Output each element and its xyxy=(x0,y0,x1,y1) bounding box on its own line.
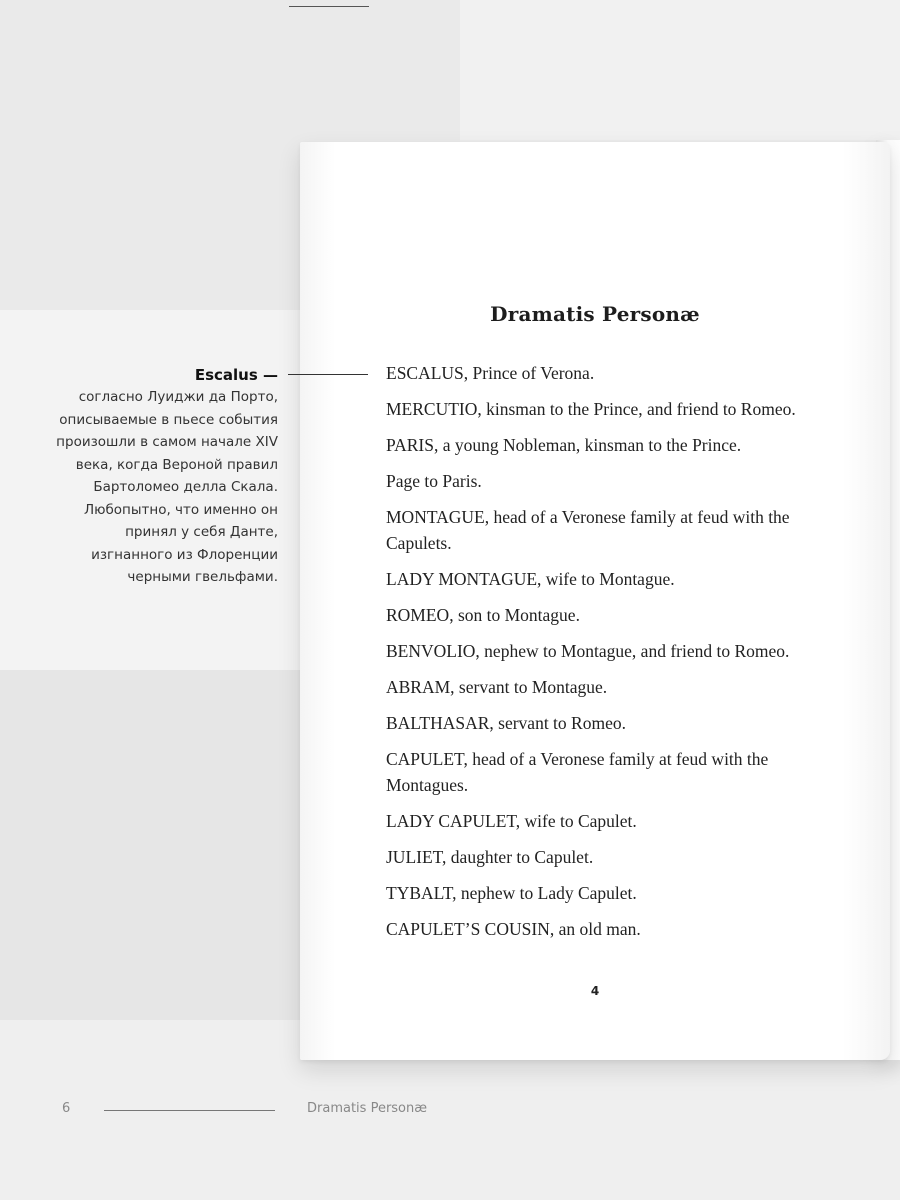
cast-entry: CAPULET’S COUSIN, an old man. xyxy=(386,919,641,939)
page-number: 4 xyxy=(590,984,600,998)
cast-entry: LADY MONTAGUE, wife to Montague. xyxy=(386,569,675,589)
cast-entry: BALTHASAR, servant to Romeo. xyxy=(386,713,626,733)
note-connector-line xyxy=(288,374,368,375)
footer-page-number: 6 xyxy=(62,1101,71,1116)
cast-entry: BENVOLIO, nephew to Montague, and friend to Romeo. xyxy=(386,641,790,661)
cast-entry: Page to Paris. xyxy=(386,471,482,491)
cast-entry: LADY CAPULET, wife to Capulet. xyxy=(386,811,637,831)
margin-note xyxy=(40,364,278,589)
cast-entry: CAPULET, head of a Veronese family at feud with the Montagues. xyxy=(386,749,769,795)
cast-entry: ESCALUS, Prince of Verona. xyxy=(386,363,595,383)
background-panel xyxy=(460,0,900,140)
page-title: Dramatis Personæ xyxy=(490,302,700,326)
note-body: согласно Луиджи да Порто, описываемые в пьесе события произошли в самом начале XIV века, когда Вероной правил Бартоломео делла Скала. Любопытно, что именно он принял у себя Данте, изгнанного из Флоренции черными гвельфами. xyxy=(56,389,278,585)
cast-entry: PARIS, a young Nobleman, kinsman to the Prince. xyxy=(386,435,742,455)
note-title: Escalus — xyxy=(194,366,278,384)
cast-entry: ROMEO, son to Montague. xyxy=(386,605,580,625)
footer-title: Dramatis Personæ xyxy=(307,1101,428,1116)
book-page xyxy=(300,142,890,1060)
footer-divider xyxy=(104,1110,275,1111)
cast-list xyxy=(386,360,846,952)
background-panel xyxy=(0,670,300,1020)
cast-entry: ABRAM, servant to Montague. xyxy=(386,677,608,697)
top-divider xyxy=(289,6,369,7)
cast-entry: MONTAGUE, head of a Veronese family at feud with the Capulets. xyxy=(386,507,790,553)
cast-entry: JULIET, daughter to Capulet. xyxy=(386,847,594,867)
cast-entry: TYBALT, nephew to Lady Capulet. xyxy=(386,883,637,903)
cast-entry: MERCUTIO, kinsman to the Prince, and friend to Romeo. xyxy=(386,399,796,419)
